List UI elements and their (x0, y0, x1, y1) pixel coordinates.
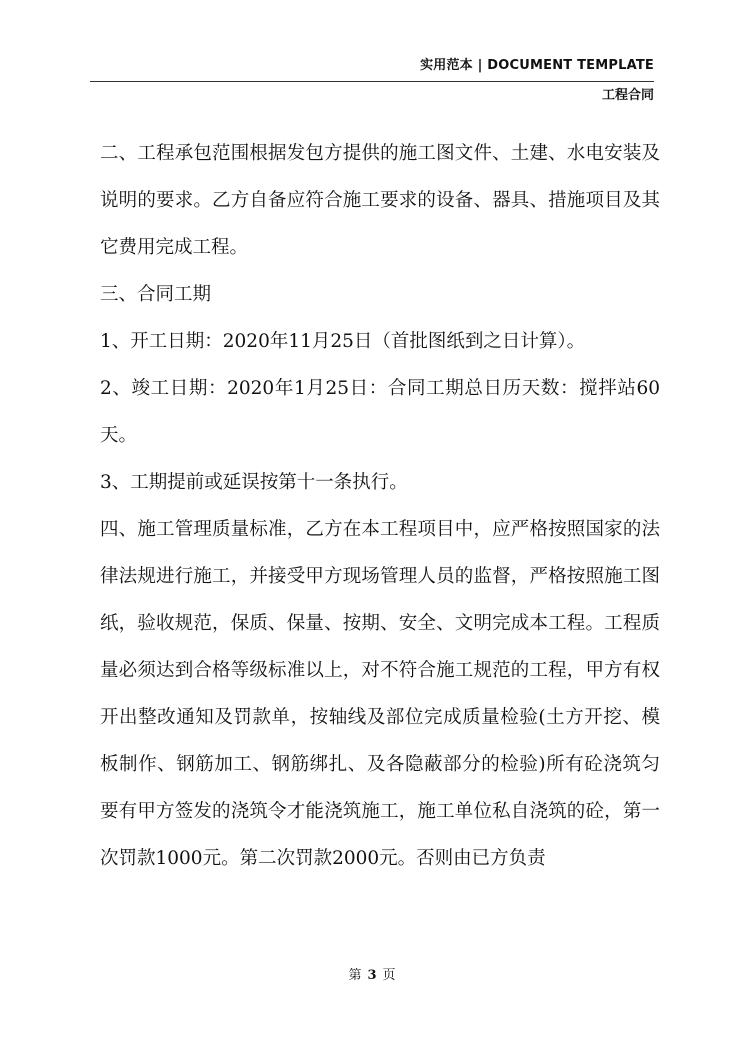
paragraph-period-heading: 三、合同工期 (100, 284, 212, 305)
document-body (100, 130, 660, 882)
paragraph-quality-standard: 四、施工管理质量标准，乙方在本工程项目中，应严格按照国家的法律法规进行施工，并接受甲方现场管理人员的监督，严格按照施工图纸，验收规范，保质、保量、按期、安全、文明完成本工程。工程质量必须达到合格等级标准以上，对不符合施工规范的工程，甲方有权开出整改通知及罚款单，按轴线及部位完成质量检验(土方开挖、模板制作、钢筋加工、钢筋绑扎、及各隐蔽部分的检验)所有砼浇筑匀要有甲方签发的浇筑令才能浇筑施工，施工单位私自浇筑的砼，第一次罚款1000元。第二次罚款2000元。否则由已方负责 (100, 519, 660, 869)
page-footer (0, 964, 744, 983)
header-title: 实用范本 | DOCUMENT TEMPLATE (420, 58, 654, 73)
paragraph-scope: 二、工程承包范围根据发包方提供的施工图文件、土建、水电安装及说明的要求。乙方自备应符合施工要求的设备、器具、措施项目及其它费用完成工程。 (100, 143, 660, 258)
paragraph-delay: 3、工期提前或延误按第十一条执行。 (100, 472, 408, 493)
header-divider (90, 81, 654, 82)
footer-prefix: 第 (348, 968, 362, 983)
page-number: 3 (367, 968, 377, 983)
paragraph-start-date: 1、开工日期：2020年11月25日（首批图纸到之日计算）。 (100, 331, 586, 352)
footer-suffix: 页 (382, 968, 396, 983)
header-subtitle: 工程合同 (601, 88, 654, 103)
paragraph-completion-date: 2、竣工日期：2020年1月25日：合同工期总日历天数：搅拌站60天。 (100, 378, 660, 446)
